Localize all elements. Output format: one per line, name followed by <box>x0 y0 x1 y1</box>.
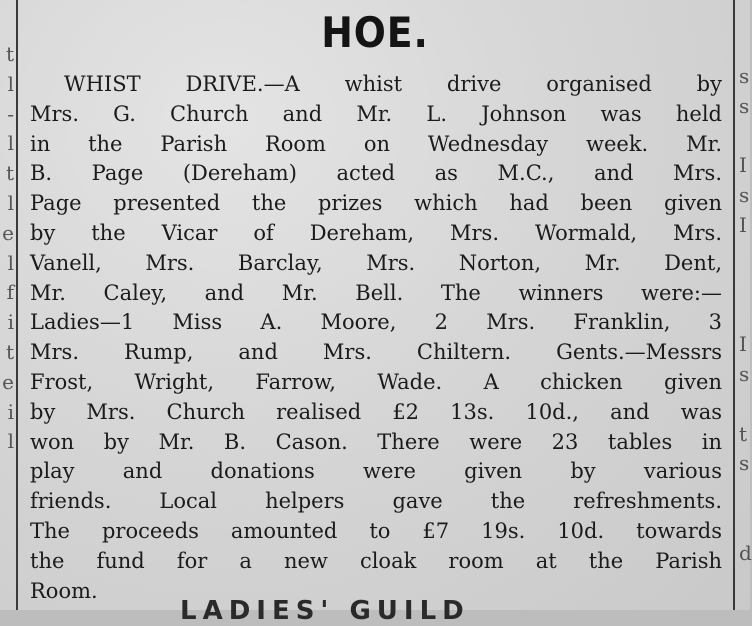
left-fragment: i <box>7 399 14 424</box>
right-column-rule <box>733 0 735 610</box>
left-column-fragments <box>0 40 14 600</box>
left-fragment: e <box>2 369 14 394</box>
left-fragment: t <box>5 339 14 364</box>
left-fragment: e <box>2 220 14 245</box>
article-line: won by Mr. B. Cason. There were 23 tables in <box>30 429 722 454</box>
right-fragment <box>739 241 750 271</box>
article-line: Mrs. G. Church and Mr. L. Johnson was held <box>30 101 722 126</box>
right-fragment: I <box>739 212 747 237</box>
article-line: play and donations were given by various <box>30 459 722 484</box>
article-line: friends. Local helpers gave the refreshments. <box>30 489 722 514</box>
article-line: B. Page (Dereham) acted as M.C., and Mrs. <box>30 161 722 186</box>
right-fragment: t <box>739 421 748 446</box>
left-fragment: t <box>5 42 14 66</box>
right-column-fragments <box>739 62 750 602</box>
right-fragment: d <box>739 540 752 565</box>
article-line: Room. <box>30 578 98 603</box>
right-fragment: I <box>739 153 747 178</box>
article-line: Vanell, Mrs. Barclay, Mrs. Norton, Mr. Dent, <box>30 250 722 275</box>
left-fragment: l <box>7 131 14 156</box>
article-line: by the Vicar of Dereham, Mrs. Wormald, Mrs. <box>30 220 722 245</box>
right-fragment <box>739 509 750 539</box>
right-fragment: s <box>739 183 750 208</box>
right-fragment <box>739 479 750 509</box>
article-line: Frost, Wright, Farrow, Wade. A chicken given <box>30 369 722 394</box>
right-fragment <box>739 390 750 420</box>
left-fragment: - <box>7 101 14 126</box>
article-line: Mrs. Rump, and Mrs. Chiltern. Gents.—Messrs <box>30 340 722 365</box>
left-fragment: l <box>7 250 14 275</box>
article-line: Ladies—1 Miss A. Moore, 2 Mrs. Franklin, 3 <box>30 310 722 335</box>
left-fragment: l <box>7 429 14 454</box>
right-fragment: I <box>739 332 747 357</box>
article-line: in the Parish Room on Wednesday week. Mr. <box>30 131 722 156</box>
article-line: Mr. Caley, and Mr. Bell. The winners were:— <box>30 280 722 305</box>
article-body <box>30 70 722 606</box>
right-fragment: s <box>739 64 750 88</box>
right-fragment <box>739 271 750 301</box>
right-fragment: s <box>739 451 750 476</box>
right-fragment: s <box>739 361 750 386</box>
right-fragment <box>739 122 750 152</box>
article-line: Page presented the prizes which had been given <box>30 191 722 216</box>
headline: HOE. <box>321 8 429 57</box>
article-line: by Mrs. Church realised £2 13s. 10d., and was <box>30 399 722 424</box>
left-fragment: t <box>5 161 14 186</box>
left-fragment: l <box>7 71 14 96</box>
left-fragment: i <box>7 310 14 335</box>
left-column-rule <box>16 0 18 610</box>
right-fragment: s <box>739 93 750 118</box>
article-line: The proceeds amounted to £7 19s. 10d. towards <box>30 518 722 543</box>
article-line: WHIST DRIVE.—A whist drive organised by <box>64 72 722 96</box>
left-fragment: l <box>7 190 14 215</box>
left-fragment: f <box>6 280 14 305</box>
next-headline-fragment: LADIES' GUILD <box>180 596 470 626</box>
right-fragment <box>739 300 750 330</box>
article-line: the fund for a new cloak room at the Parish <box>30 548 722 573</box>
